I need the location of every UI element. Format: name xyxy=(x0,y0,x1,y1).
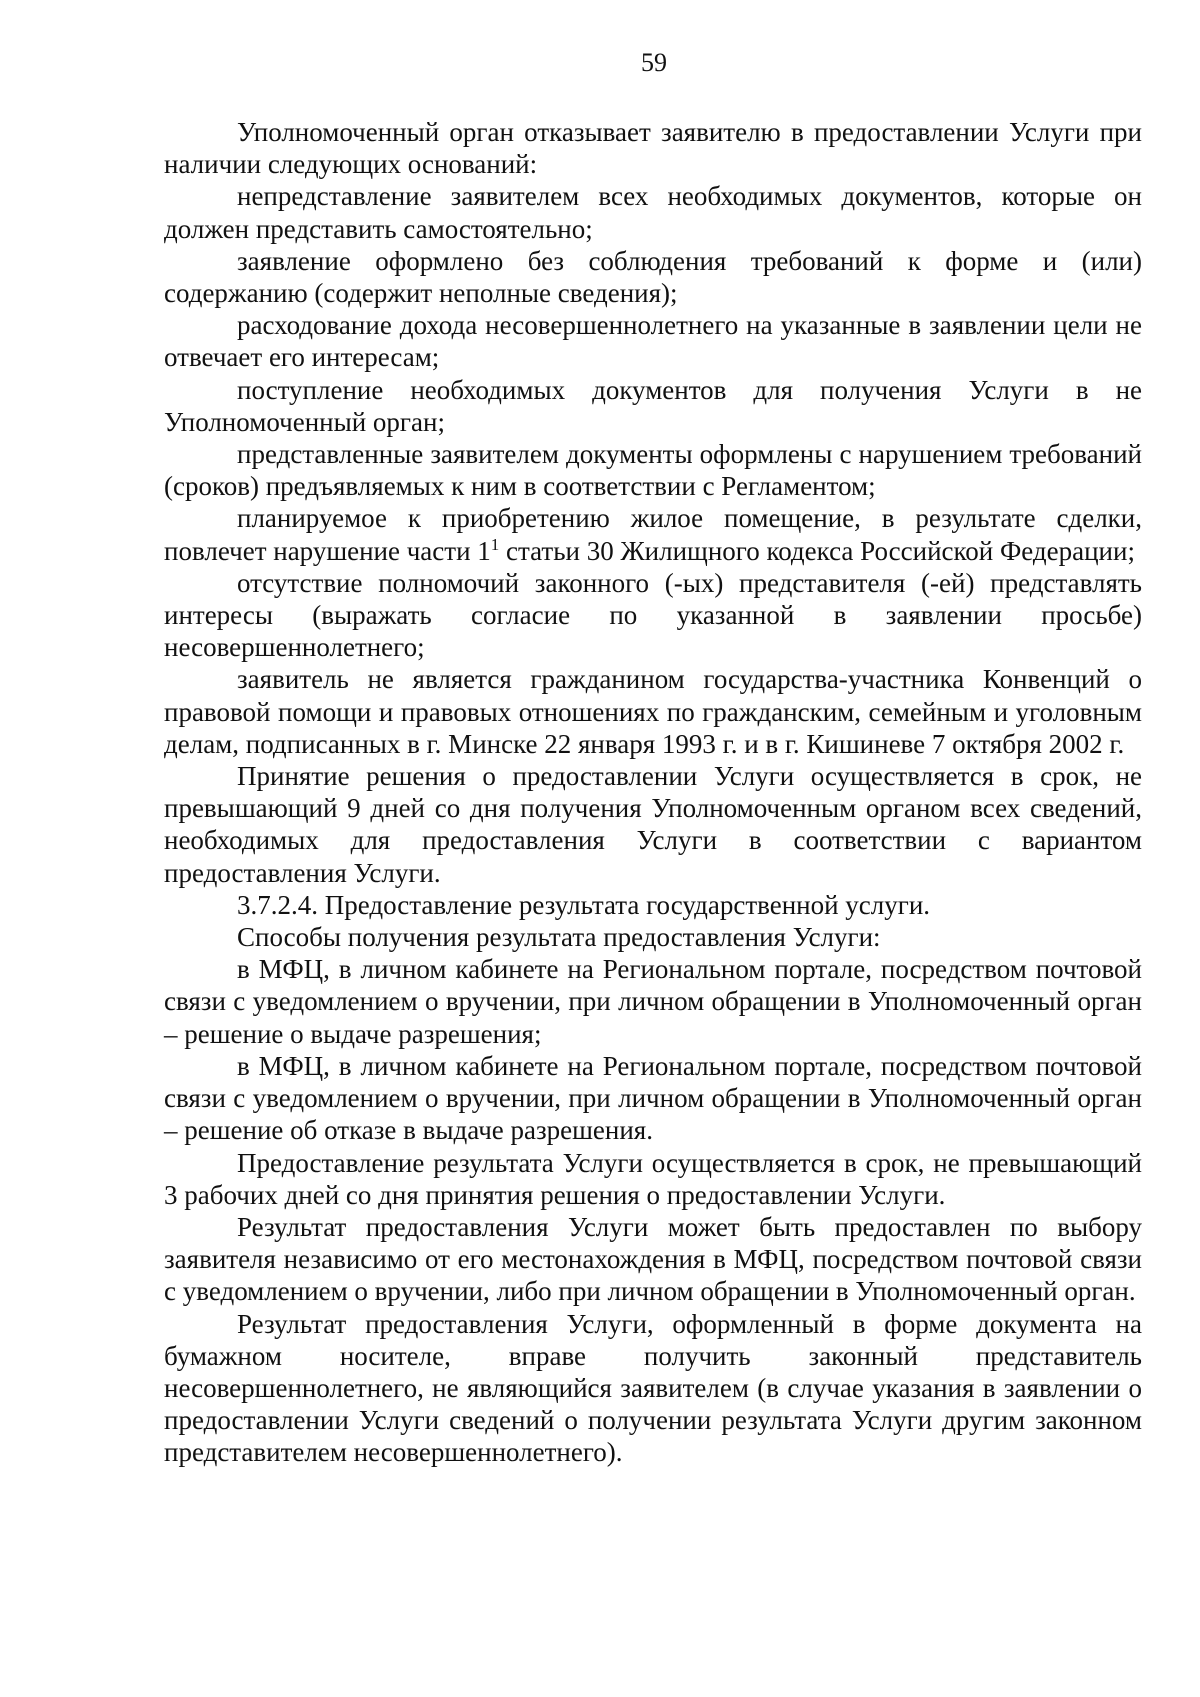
paragraph xyxy=(164,502,1142,566)
paragraph: отсутствие полномочий законного (-ых) представителя (-ей) представлять интересы (выражать согласие по указанной в заявлении просьбе) несовершеннолетнего; xyxy=(164,567,1142,663)
paragraph: Результат предоставления Услуги может быть предоставлен по выбору заявителя независимо от его местонахождения в МФЦ, посредством почтовой связи с уведомлением о вручении, либо при личном обращении в Уполномоченный орган. xyxy=(164,1211,1142,1307)
paragraph: представленные заявителем документы оформлены с нарушением требований (сроков) предъявляемых к ним в соответствии с Регламентом; xyxy=(164,439,1142,502)
paragraph: расходование дохода несовершеннолетнего на указанные в заявлении цели не отвечает его интересам; xyxy=(164,310,1142,373)
paragraph: заявитель не является гражданином государства-участника Конвенций о правовой помощи и правовых отношениях по гражданским, семейным и уголовным делам, подписанных в г. Минске 22 января 1993 г. и в г. Кишиневе 7 октября 2002 г. xyxy=(164,664,1142,759)
paragraph: непредставление заявителем всех необходимых документов, которые он должен представить самостоятельно; xyxy=(164,181,1142,244)
paragraph: заявление оформлено без соблюдения требований к форме и (или) содержанию (содержит неполные сведения); xyxy=(164,245,1142,309)
paragraph: Принятие решения о предоставлении Услуги осуществляется в срок, не превышающий 9 дней со дня получения Уполномоченным органом всех сведений, необходимых для предоставления Услуги в соответствии с вариантом предоставления Услуги. xyxy=(164,761,1142,888)
paragraph: поступление необходимых документов для получения Услуги в не Уполномоченный орган; xyxy=(164,374,1142,437)
paragraph-text: статьи 30 Жилищного кодекса Российской Федерации; xyxy=(499,535,1135,566)
paragraph: Уполномоченный орган отказывает заявителю в предоставлении Услуги при наличии следующих оснований: xyxy=(164,117,1142,180)
paragraph-text: планируемое к приобретению жилое помещение, в результате сделки, повлечет нарушение части 1 xyxy=(164,503,1142,566)
superscript: 1 xyxy=(490,534,500,554)
paragraph: Результат предоставления Услуги, оформленный в форме документа на бумажном носителе, вправе получить законный представитель несовершеннолетнего, не являющийся заявителем (в случае указания в заявлении о предоставлении Услуги сведений о получении результата Услуги другим законном представителем несовершеннолетнего). xyxy=(164,1308,1142,1468)
paragraph: в МФЦ, в личном кабинете на Региональном портале, посредством почтовой связи с уведомлением о вручении, при личном обращении в Уполномоченный орган – решение об отказе в выдаче разрешения. xyxy=(164,1050,1142,1146)
paragraph: в МФЦ, в личном кабинете на Региональном портале, посредством почтовой связи с уведомлением о вручении, при личном обращении в Уполномоченный орган – решение о выдаче разрешения; xyxy=(164,954,1142,1049)
paragraph: Способы получения результата предоставления Услуги: xyxy=(237,922,881,953)
document-body xyxy=(164,116,1142,1469)
section-heading: 3.7.2.4. Предоставление результата государственной услуги. xyxy=(237,889,931,920)
paragraph: Предоставление результата Услуги осуществляется в срок, не превышающий 3 рабочих дней со дня принятия решения о предоставлении Услуги. xyxy=(164,1147,1142,1210)
page-number: 59 xyxy=(641,48,667,77)
